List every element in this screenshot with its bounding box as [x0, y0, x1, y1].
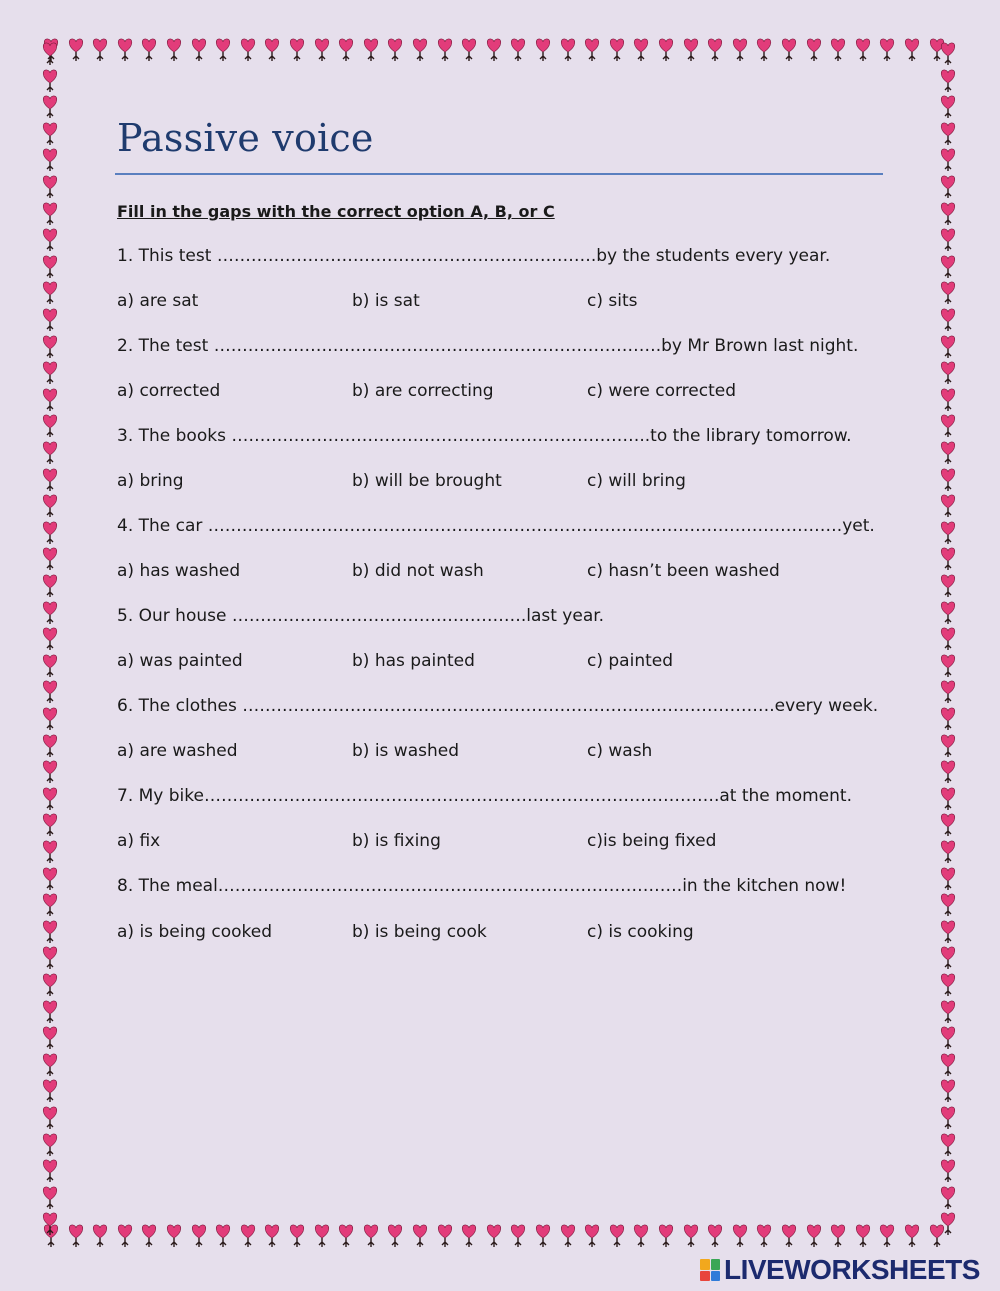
heart-icon [39, 93, 61, 121]
heart-icon [39, 705, 61, 733]
heart-icon [827, 36, 849, 64]
logo-icon-tile-3 [700, 1271, 710, 1282]
heart-icon [729, 36, 751, 64]
heart-icon [937, 306, 959, 334]
question-7: 7. My bike……………………………………………………………………………….at the moment. [117, 786, 852, 806]
heart-icon [937, 67, 959, 95]
question-7-option-b[interactable]: b) is fixing [352, 831, 441, 851]
heart-icon [753, 1222, 775, 1250]
heart-icon [458, 1222, 480, 1250]
heart-icon [39, 492, 61, 520]
heart-icon [937, 359, 959, 387]
heart-icon [937, 705, 959, 733]
heart-icon [937, 1077, 959, 1105]
heart-icon [39, 625, 61, 653]
heart-icon [606, 1222, 628, 1250]
heart-icon [237, 1222, 259, 1250]
logo-text: LIVEWORKSHEETS [724, 1254, 980, 1285]
heart-icon [630, 36, 652, 64]
heart-icon [557, 1222, 579, 1250]
heart-icon [827, 1222, 849, 1250]
heart-icon [778, 1222, 800, 1250]
heart-icon [65, 1222, 87, 1250]
heart-icon [409, 1222, 431, 1250]
heart-icon [937, 386, 959, 414]
heart-icon [39, 838, 61, 866]
question-4-option-a[interactable]: a) has washed [117, 561, 241, 581]
heart-icon [937, 732, 959, 760]
question-5-option-c[interactable]: c) painted [587, 651, 674, 671]
heart-icon [39, 1131, 61, 1159]
question-1: 1. This test ………………………………………………………….by the students every year. [117, 246, 831, 266]
heart-icon [937, 492, 959, 520]
heart-icon [39, 412, 61, 440]
heart-icon [937, 1131, 959, 1159]
heart-icon [188, 36, 210, 64]
heart-icon [39, 599, 61, 627]
heart-icon [937, 200, 959, 228]
title-underline [115, 173, 883, 175]
heart-icon [937, 120, 959, 148]
question-8-option-a[interactable]: a) is being cooked [117, 922, 273, 942]
question-3-option-c[interactable]: c) will bring [587, 471, 686, 491]
heart-icon [937, 944, 959, 972]
logo-icon-tile-2 [711, 1259, 721, 1270]
heart-icon [937, 519, 959, 547]
question-3-option-a[interactable]: a) bring [117, 471, 184, 491]
heart-icon [937, 838, 959, 866]
heart-icon [360, 1222, 382, 1250]
heart-icon [39, 572, 61, 600]
heart-icon [937, 971, 959, 999]
heart-icon [937, 333, 959, 361]
heart-icon [138, 1222, 160, 1250]
heart-icon [532, 36, 554, 64]
heart-icon [937, 466, 959, 494]
heart-icon [803, 1222, 825, 1250]
heart-icon [39, 1157, 61, 1185]
heart-icon [39, 439, 61, 467]
heart-icon [39, 67, 61, 95]
heart-icon [901, 1222, 923, 1250]
liveworksheets-logo-icon [700, 1259, 720, 1281]
heart-icon [163, 36, 185, 64]
question-1-option-a[interactable]: a) are sat [117, 291, 199, 311]
heart-icon [89, 36, 111, 64]
heart-icon [39, 652, 61, 680]
heart-icon [188, 1222, 210, 1250]
heart-icon [937, 1104, 959, 1132]
heart-icon [937, 279, 959, 307]
heart-icon [852, 1222, 874, 1250]
heart-icon [753, 36, 775, 64]
heart-icon [65, 36, 87, 64]
page-title: Passive voice [117, 116, 374, 160]
heart-icon [39, 678, 61, 706]
heart-icon [778, 36, 800, 64]
heart-icon [876, 1222, 898, 1250]
heart-icon [39, 918, 61, 946]
heart-icon [937, 678, 959, 706]
question-2-option-c[interactable]: c) were corrected [587, 381, 736, 401]
question-1-option-b[interactable]: b) is sat [352, 291, 420, 311]
heart-icon [876, 36, 898, 64]
heart-icon [729, 1222, 751, 1250]
heart-icon [655, 36, 677, 64]
heart-icon [163, 1222, 185, 1250]
heart-icon [581, 1222, 603, 1250]
heart-icon [532, 1222, 554, 1250]
heart-icon [937, 572, 959, 600]
heart-icon [507, 36, 529, 64]
question-6-option-c[interactable]: c) wash [587, 741, 653, 761]
heart-icon [39, 998, 61, 1026]
heart-icon [852, 36, 874, 64]
heart-icon [39, 40, 61, 68]
heart-icon [39, 200, 61, 228]
heart-icon [937, 173, 959, 201]
heart-icon [39, 1104, 61, 1132]
heart-icon [39, 519, 61, 547]
heart-icon [261, 1222, 283, 1250]
instruction-text: Fill in the gaps with the correct option A, B, or C [117, 202, 555, 221]
heart-icon [937, 412, 959, 440]
heart-border-top [40, 34, 960, 66]
heart-icon [937, 253, 959, 281]
heart-icon [286, 36, 308, 64]
heart-icon [630, 1222, 652, 1250]
question-2-option-b[interactable]: b) are correcting [352, 381, 494, 401]
question-6: 6. The clothes ………………………………………………………………………………….every week. [117, 696, 879, 716]
heart-icon [39, 333, 61, 361]
logo-icon-tile-1 [700, 1259, 710, 1270]
question-4-option-c[interactable]: c) hasn’t been washed [587, 561, 780, 581]
question-2: 2. The test …………………………………………………………………….by Mr Brown last night. [117, 336, 859, 356]
liveworksheets-logo [700, 1252, 980, 1288]
heart-icon [39, 359, 61, 387]
heart-icon [39, 226, 61, 254]
heart-icon [937, 40, 959, 68]
heart-icon [458, 36, 480, 64]
heart-border-right [934, 40, 964, 1250]
question-4: 4. The car ………………………………………………………………………………………………….yet. [117, 516, 875, 536]
heart-icon [261, 36, 283, 64]
heart-icon [937, 93, 959, 121]
heart-icon [39, 811, 61, 839]
question-6-option-a[interactable]: a) are washed [117, 741, 238, 761]
heart-icon [937, 545, 959, 573]
heart-icon [483, 1222, 505, 1250]
question-4-option-b[interactable]: b) did not wash [352, 561, 484, 581]
heart-border-bottom [40, 1220, 960, 1252]
heart-icon [937, 599, 959, 627]
heart-icon [901, 36, 923, 64]
heart-icon [39, 1051, 61, 1079]
heart-icon [581, 36, 603, 64]
heart-icon [114, 36, 136, 64]
heart-icon [335, 1222, 357, 1250]
question-1-option-c[interactable]: c) sits [587, 291, 638, 311]
heart-icon [937, 785, 959, 813]
heart-icon [655, 1222, 677, 1250]
heart-icon [89, 1222, 111, 1250]
heart-icon [335, 36, 357, 64]
heart-icon [409, 36, 431, 64]
heart-icon [39, 545, 61, 573]
heart-icon [507, 1222, 529, 1250]
question-8-option-c[interactable]: c) is cooking [587, 922, 694, 942]
question-2-option-a[interactable]: a) corrected [117, 381, 221, 401]
heart-icon [937, 811, 959, 839]
heart-icon [39, 971, 61, 999]
heart-icon [680, 1222, 702, 1250]
heart-icon [680, 36, 702, 64]
heart-icon [937, 998, 959, 1026]
question-7-option-a[interactable]: a) fix [117, 831, 161, 851]
heart-icon [937, 1184, 959, 1212]
heart-icon [39, 1024, 61, 1052]
heart-icon [212, 36, 234, 64]
heart-icon [937, 865, 959, 893]
heart-icon [937, 1157, 959, 1185]
heart-icon [937, 652, 959, 680]
heart-icon [937, 1051, 959, 1079]
question-7-option-c[interactable]: c)is being fixed [587, 831, 717, 851]
heart-icon [434, 1222, 456, 1250]
heart-icon [39, 120, 61, 148]
heart-icon [937, 918, 959, 946]
heart-icon [114, 1222, 136, 1250]
heart-icon [311, 1222, 333, 1250]
heart-icon [803, 36, 825, 64]
heart-icon [39, 944, 61, 972]
heart-icon [360, 36, 382, 64]
heart-icon [212, 1222, 234, 1250]
heart-icon [937, 226, 959, 254]
heart-icon [39, 785, 61, 813]
heart-icon [39, 758, 61, 786]
heart-icon [557, 36, 579, 64]
heart-icon [39, 1210, 61, 1238]
heart-icon [39, 1184, 61, 1212]
heart-icon [237, 36, 259, 64]
heart-icon [311, 36, 333, 64]
heart-icon [704, 1222, 726, 1250]
heart-icon [138, 36, 160, 64]
heart-icon [937, 1210, 959, 1238]
heart-icon [39, 466, 61, 494]
question-3: 3. The books ………………………………………………………………..to the library tomorrow. [117, 426, 852, 446]
question-8-option-b[interactable]: b) is being cook [352, 922, 487, 942]
heart-icon [39, 173, 61, 201]
heart-icon [483, 36, 505, 64]
question-5-option-b[interactable]: b) has painted [352, 651, 475, 671]
heart-icon [39, 146, 61, 174]
heart-icon [39, 1077, 61, 1105]
question-3-option-b[interactable]: b) will be brought [352, 471, 502, 491]
question-6-option-b[interactable]: b) is washed [352, 741, 460, 761]
heart-icon [39, 732, 61, 760]
heart-icon [937, 891, 959, 919]
heart-icon [39, 865, 61, 893]
heart-border-left [36, 40, 66, 1250]
heart-icon [39, 279, 61, 307]
logo-icon-tile-4 [711, 1271, 721, 1282]
heart-icon [937, 758, 959, 786]
heart-icon [937, 1024, 959, 1052]
question-5: 5. Our house …………………………………………….last year. [117, 606, 605, 626]
question-8: 8. The meal……………………………………………………………………….in the kitchen now! [117, 876, 847, 896]
heart-icon [606, 36, 628, 64]
heart-icon [39, 253, 61, 281]
question-5-option-a[interactable]: a) was painted [117, 651, 243, 671]
heart-icon [39, 306, 61, 334]
heart-icon [434, 36, 456, 64]
heart-icon [384, 1222, 406, 1250]
heart-icon [286, 1222, 308, 1250]
heart-icon [384, 36, 406, 64]
heart-icon [937, 146, 959, 174]
heart-icon [39, 891, 61, 919]
heart-icon [937, 625, 959, 653]
heart-icon [704, 36, 726, 64]
heart-icon [39, 386, 61, 414]
heart-icon [937, 439, 959, 467]
